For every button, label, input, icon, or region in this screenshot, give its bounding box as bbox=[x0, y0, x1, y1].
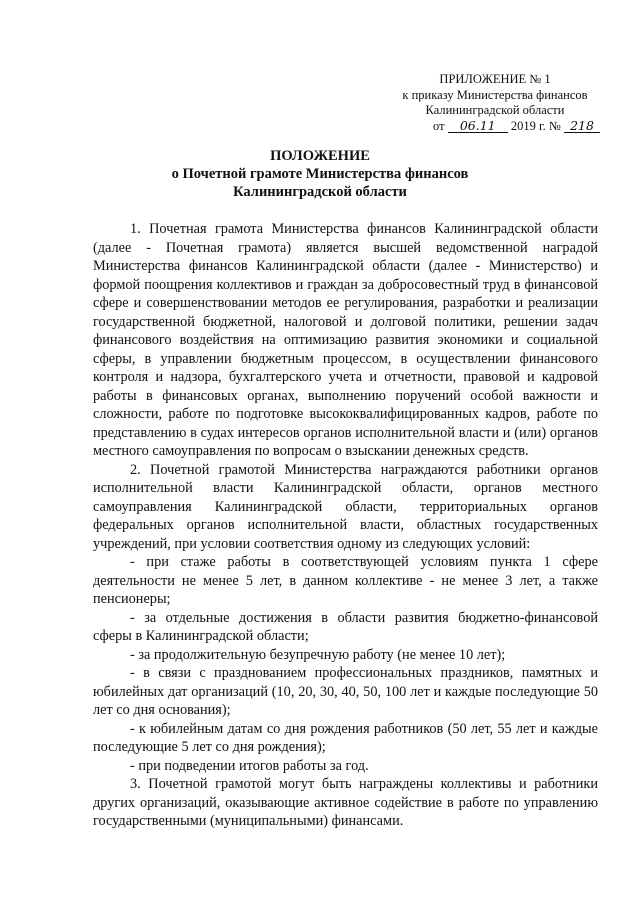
condition-item-6: - при подведении итогов работы за год. bbox=[130, 757, 369, 774]
handwritten-date: 06.11 bbox=[448, 119, 508, 133]
year-number-label: 2019 г. № bbox=[510, 118, 561, 133]
condition-item-3: - за продолжительную безупречную работу (не менее 10 лет); bbox=[130, 646, 506, 663]
appendix-header bbox=[390, 72, 600, 134]
appendix-date-line bbox=[390, 119, 600, 135]
paragraph-1: 1. Почетная грамота Министерства финансов Калининградской области (далее - Почетная грамота) является высшей ведомственной наградой Министерства финансов Калининградской области (далее - Министерство) и формой поощрения коллективов и граждан за добросовестный труд в финансовой сфере и совершенствовании методов ее регулирования, разработки и реализации государственной бюджетной, налоговой и долговой политики, решении задач финансового воздействия на оптимизацию развития экономики и социальной сферы, в управлении бюджетным процессом, в осуществлении финансового контроля и надзора, бухгалтерского учета и отчетности, правовой и кадровой работы в финансовых органах, выполнению поручений особой важности и сложности, работе по подготовке высококвалифицированных кадров, работе по представлению в судах интересов органов исполнительной власти и (или) органов местного самоуправления по вопросам о взыскании денежных средств. bbox=[93, 221, 598, 459]
condition-item-4: - в связи с празднованием профессиональных праздников, памятных и юбилейных дат организаций (10, 20, 30, 40, 50, 100 лет и каждые последующие 50 лет со дня основания); bbox=[93, 665, 598, 718]
condition-item-5: - к юбилейным датам со дня рождения работников (50 лет, 55 лет и каждые последующие 5 лет со дня рождения); bbox=[93, 720, 598, 755]
appendix-region: Калининградской области bbox=[425, 103, 565, 117]
paragraph-2: 2. Почетной грамотой Министерства награждаются работники органов исполнительной власти Калининградской области, органов местного самоуправления Калининградской области, территориальных органов федеральных органов исполнительной власти, областных государственных учреждений, при условии соответствия одному из следующих условий: bbox=[93, 461, 598, 552]
document-body bbox=[93, 220, 598, 831]
title-line-1: ПОЛОЖЕНИЕ bbox=[270, 148, 370, 164]
document-title bbox=[0, 147, 640, 201]
condition-item-1: - при стаже работы в соответствующей условиям пункта 1 сфере деятельности не менее 5 лет, в данном коллективе - не менее 3 лет, а также пенсионеры; bbox=[93, 554, 598, 607]
title-line-2: о Почетной грамоте Министерства финансов bbox=[171, 166, 469, 182]
appendix-order-ref: к приказу Министерства финансов bbox=[402, 87, 588, 102]
date-prefix: от bbox=[433, 118, 445, 133]
condition-item-2: - за отдельные достижения в области развития бюджетно-финансовой сферы в Калининградской области; bbox=[93, 609, 598, 644]
handwritten-order-number: 218 bbox=[564, 119, 600, 133]
title-line-3: Калининградской области bbox=[233, 184, 407, 200]
appendix-title: ПРИЛОЖЕНИЕ № 1 bbox=[439, 72, 551, 86]
paragraph-3: 3. Почетной грамотой могут быть награждены коллективы и работники других организаций, оказывающие активное содействие в работе по управлению государственными (муниципальными) финансами. bbox=[93, 776, 598, 829]
